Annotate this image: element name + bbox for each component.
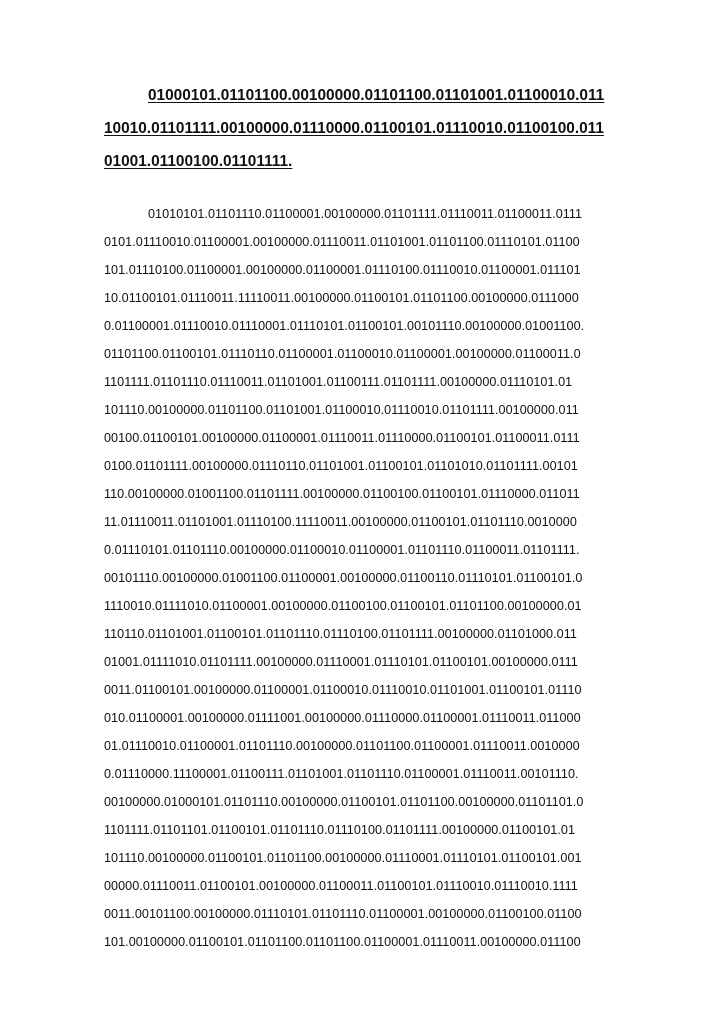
body-line-6: 01101100.01100101.01110110.01100001.01100010.01100001.00100000.01100011.0: [104, 347, 581, 361]
body-line-1: 01010101.01101110.01100001.00100000.01101111.01110011.01100011.0111: [148, 207, 583, 221]
body-line-14: 00101110.00100000.01001100.01100001.00100000.01100110.01110101.01100101.0: [104, 571, 583, 585]
body-line-20: 01.01110010.01100001.01101110.00100000.01101100.01100001.01110011.0010000: [104, 739, 580, 753]
title-line-2: 10010.01101111.00100000.01110000.01100101.01110010.01100100.011: [104, 120, 604, 137]
body-line-5: 0.01100001.01110010.01110001.01110101.01100101.00101110.00100000.01001100.: [104, 319, 585, 333]
body-line-3: 101.01110100.01100001.00100000.01100001.01110100.01110010.01100001.011101: [104, 263, 581, 277]
body-line-4: 10.01100101.01110011.11110011.00100000.01100101.01101100.00100000.0111000: [104, 291, 579, 305]
title-line-3: 01001.01100100.01101111.: [104, 153, 293, 170]
body-line-10: 0100.01101111.00100000.01110110.01101001.01100101.01101010.01101111.00101: [104, 459, 578, 473]
body-line-9: 00100.01100101.00100000.01100001.01110011.01110000.01100101.01100011.0111: [104, 431, 580, 445]
body-line-21: 0.01110000.11100001.01100111.01101001.01101110.01100001.01110011.00101110.: [104, 767, 579, 781]
body-line-24: 101110.00100000.01100101.01101100.00100000.01110001.01110101.01100101.001: [104, 851, 582, 865]
body-line-17: 01001.01111010.01101111.00100000.01110001.01110101.01100101.00100000.0111: [104, 655, 578, 669]
body-line-13: 0.01110101.01101110.00100000.01100010.01100001.01101110.01100011.01101111.: [104, 543, 580, 557]
body-line-12: 11.01110011.01101001.01110100.11110011.00100000.01100101.01101110.0010000: [104, 515, 577, 529]
body-line-16: 110110.01101001.01100101.01101110.01110100.01101111.00100000.01101000.011: [104, 627, 577, 641]
body-line-23: 1101111.01101101.01100101.01101110.01110100.01101111.00100000.01100101.01: [104, 823, 576, 837]
body-line-11: 110.00100000.01001100.01101111.00100000.01100100.01100101.01110000.011011: [104, 487, 580, 501]
body-line-27: 101.00100000.01100101.01101100.01101100.01100001.01110011.00100000.011100: [104, 935, 581, 949]
title-line-1: 01000101.01101100.00100000.01101100.01101001.01100010.011: [148, 87, 605, 104]
body-line-19: 010.01100001.00100000.01111001.00100000.01110000.01100001.01110011.011000: [104, 711, 581, 725]
body-line-18: 0011.01100101.00100000.01100001.01100010.01110010.01101001.01100101.01110: [104, 683, 582, 697]
body-line-7: 1101111.01101110.01110011.01101001.01100111.01101111.00100000.01110101.01: [104, 375, 573, 389]
body-line-2: 0101.01110010.01100001.00100000.01110011.01101001.01101100.01110101.01100: [104, 235, 580, 249]
body-line-15: 1110010.01111010.01100001.00100000.01100100.01100101.01101100.00100000.01: [104, 599, 582, 613]
body-line-8: 101110.00100000.01101100.01101001.01100010.01110010.01101111.00100000.011: [104, 403, 579, 417]
body-line-26: 0011.00101100.00100000.01110101.01101110.01100001.00100000.01100100.01100: [104, 907, 582, 921]
body-line-25: 00000.01110011.01100101.00100000.01100011.01100101.01110010.01110010.1111: [104, 879, 578, 893]
body-line-22: 00100000.01000101.01101110.00100000.01100101.01101100.00100000.01101101.0: [104, 795, 584, 809]
